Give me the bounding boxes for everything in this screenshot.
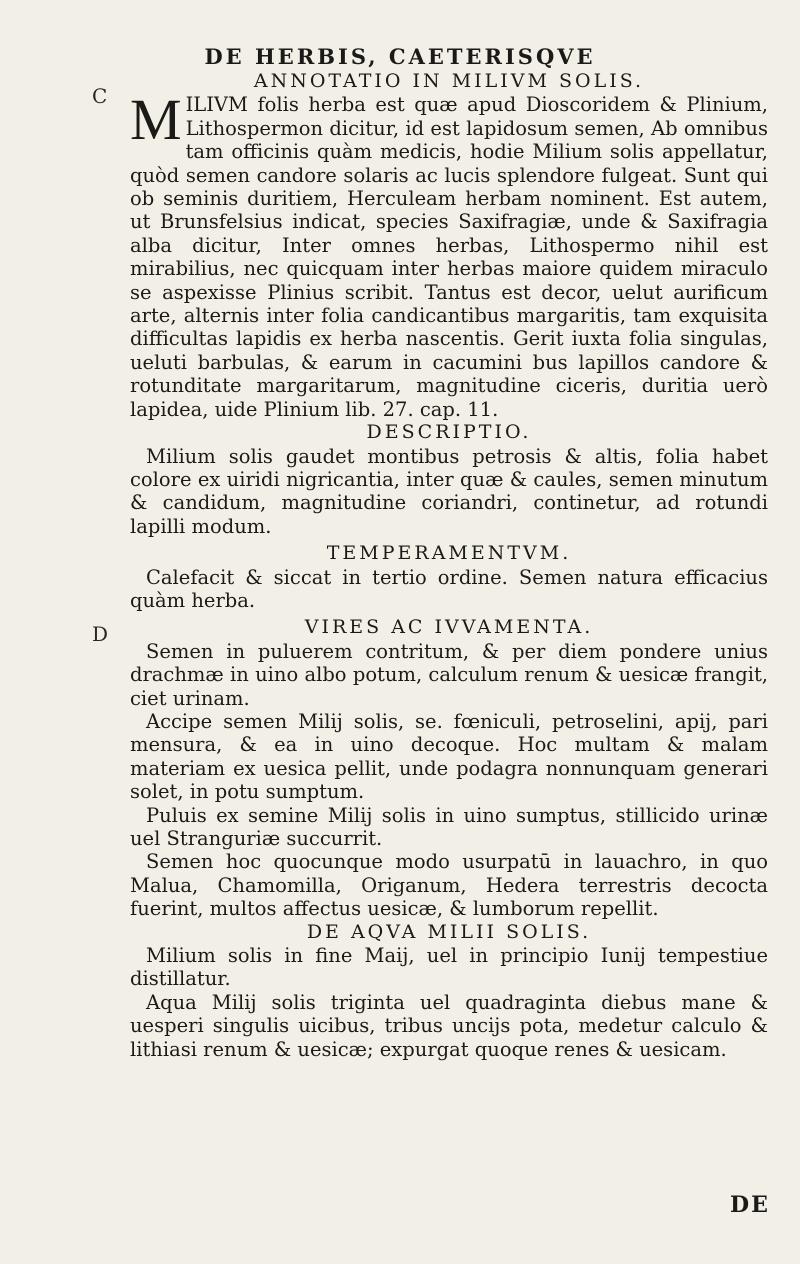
aqua-heading: DE AQVA MILII SOLIS. <box>306 920 592 943</box>
main-text <box>130 70 768 1061</box>
aqua-paragraph-1: Milium solis in fine Maij, uel in principio Iunij tempestiue distillatur. <box>130 944 768 991</box>
annotatio-paragraph <box>130 87 768 421</box>
vires-paragraph-4: Semen hoc quocunque modo usurpatū in lauachro, in quo Malua, Chamomilla, Origanum, Hedera terrestris decocta fuerint, multos affectus uesicæ, & lumborum repellit. <box>130 850 768 921</box>
annotatio-heading: ANNOTATIO IN MILIVM SOLIS. <box>253 70 645 92</box>
vires-paragraph-2: Accipe semen Milij solis, se. fœniculi, petroselini, apij, pari mensura, & ea in uino decoque. Hoc multam & malam materiam ex uesica pellit, unde podagra nonnunquam generari solet, in potu sumptum. <box>130 709 768 804</box>
aqua-paragraph-2: Aqua Milij solis triginta uel quadraginta diebus mane & uesperi singulis uicibus, tribus uncijs pota, medetur calculo & lithiasi renum & uesicæ; expurgat quoque renes & uesicam. <box>130 990 768 1061</box>
annotatio-text: ILIVM folis herba est quæ apud Dioscoridem & Plinium, Lithospermon dicitur, id est lapidosum semen, Ab omnibus tam officinis quàm medicis, hodie Milium solis appellatur, quòd semen candore solaris ac lucis splendore fulgeat. Sunt qui ob seminis duritiem, Herculeam herbam nominent. Est autem, ut Brunsfelsius indicat, species Saxifragiæ, unde & Saxifragia alba dicitur, Inter omnes herbas, Lithospermo nihil est mirabilius, nec quicquam inter herbas maiore quidem miraculo se aspexisse Plinius scribit. Tantus est decor, uelut aurificum arte, alternis inter folia candicantibus margaritis, tam exquisita difficultas lapidis ex herba nascentis. Gerit iuxta folia singulas, ueluti barbulas, & earum in cacumini bus lapillos candore & rotunditate margaritarum, magnitudine ciceris, duritia uerò lapidea, uide Plinium lib. 27. cap. 11. <box>130 93 768 421</box>
temperamentum-heading: TEMPERAMENTVM. <box>326 542 572 565</box>
vires-heading: VIRES AC IVVAMENTA. <box>304 616 594 639</box>
drop-cap: M <box>130 87 182 153</box>
vires-paragraph-3: Puluis ex semine Milij solis in uino sumptus, stillicido urinæ uel Stranguriæ succurrit. <box>130 803 768 850</box>
running-head: DE HERBIS, CAETERISQVE <box>204 44 596 69</box>
vires-paragraph-1: Semen in puluerem contritum, & per diem pondere unius drachmæ in uino albo potum, calculum renum & uesicæ frangit, ciet urinam. <box>130 639 768 710</box>
margin-letter-c: C <box>92 84 108 108</box>
descriptio-heading: DESCRIPTIO. <box>366 421 532 444</box>
catchword: DE <box>730 1192 770 1218</box>
descriptio-paragraph: Milium solis gaudet montibus petrosis & altis, folia habet colore ex uiridi nigricantia, inter quæ & caules, semen minutum & candidum, magnitudine coriandri, continetur, ad rotundi lapilli modum. <box>130 444 768 538</box>
temperamentum-paragraph: Calefacit & siccat in tertio ordine. Semen natura efficacius quàm herba. <box>130 565 768 612</box>
margin-letter-d: D <box>92 622 109 646</box>
